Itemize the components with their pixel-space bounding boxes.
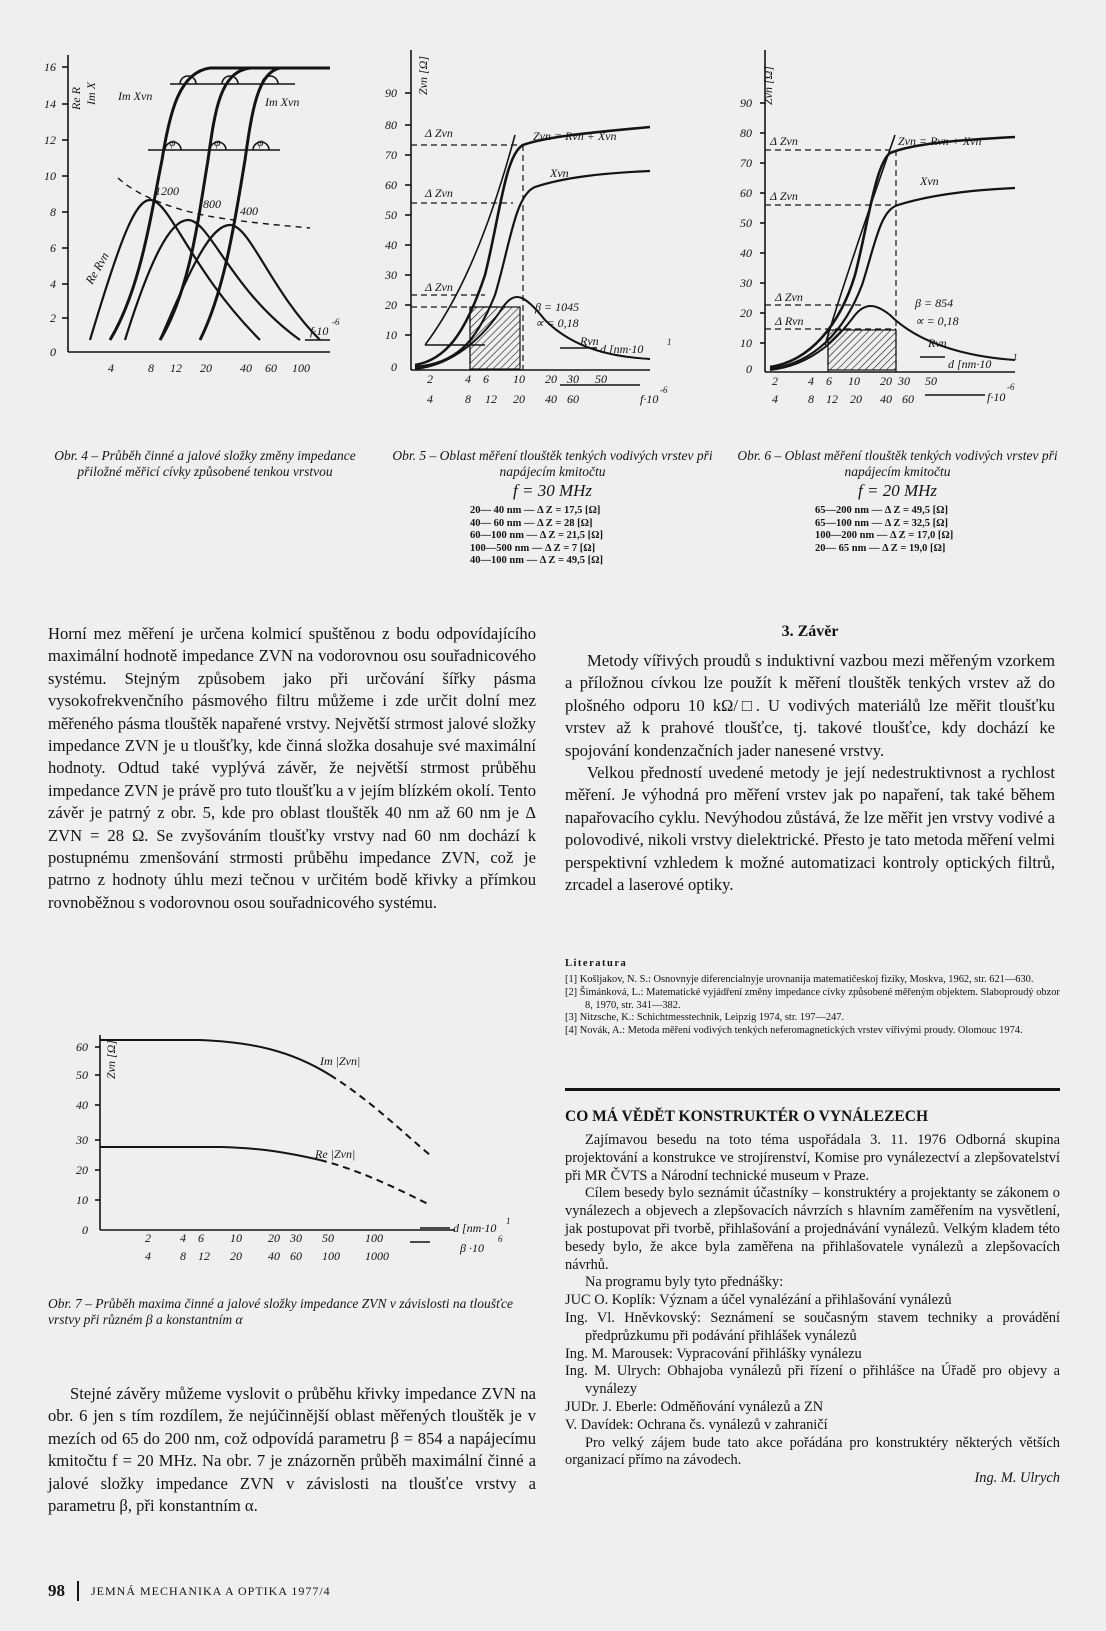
footer-divider xyxy=(77,1581,79,1601)
figure-4-caption: Obr. 4 – Průběh činné a jalové složky změny impedance přiložné měřicí cívky způsobené tenkou vrstvou xyxy=(54,448,356,479)
fig7-xtick-d: 50 xyxy=(322,1231,334,1245)
fig6-label-dexp: 1 xyxy=(1013,352,1018,362)
fig6-ytick: 40 xyxy=(740,246,752,260)
fig4-xtick: 20 xyxy=(200,361,212,375)
figure-5-table xyxy=(470,505,603,568)
table-row: 20— 65 nm — Δ Z = 19,0 [Ω] xyxy=(815,542,946,554)
fig6-ytick: 70 xyxy=(740,156,752,170)
fig4-xtick: 60 xyxy=(265,361,277,375)
figure-6-frequency: f = 20 MHz xyxy=(858,481,937,500)
divider xyxy=(565,1088,1060,1091)
fig4-ytick: 4 xyxy=(50,277,56,291)
fig4-label-fexp: -6 xyxy=(332,317,340,327)
table-row: 65—100 nm — Δ Z = 32,5 [Ω] xyxy=(815,517,948,529)
list-item: [3] Nitzsche, K.: Schichtmesstechnik, Leipzig 1974, str. 197—247. xyxy=(565,1012,845,1024)
list-item: JUC O. Koplík: Význam a účel vynalézání a přihlašování vynálezů xyxy=(565,1292,952,1309)
list-item: V. Davídek: Ochrana čs. vynálezů v zahraničí xyxy=(565,1416,828,1433)
fig4-label-imxvn: Im Xvn xyxy=(118,89,153,103)
fig6-xtick-d: 10 xyxy=(848,374,860,388)
fig4-ytick: 0 xyxy=(50,345,56,359)
fig7-xtick-d: 30 xyxy=(290,1231,302,1245)
figure-5 xyxy=(385,45,675,415)
fig5-yaxis-label: Zvn [Ω] xyxy=(416,55,430,95)
news-text xyxy=(565,1132,1060,1488)
table-row: 20— 40 nm — Δ Z = 17,5 [Ω] xyxy=(470,505,601,516)
list-item: [2] Šimánková, L.: Matematické vyjádření změny impedance cívky způsobené měřeným objektem. Slaboproudý obzor 8, 1970, str. 341—382. xyxy=(565,986,1060,1011)
fig5-label-dz: Δ Zvn xyxy=(425,280,453,294)
fig6-ytick: 50 xyxy=(740,216,752,230)
fig6-label-zeq: Zvn = Rvn + Xvn xyxy=(898,134,982,148)
figure-7-caption: Obr. 7 – Průběh maxima činné a jalové složky impedance ZVN v závislosti na tloušťce vrstvy při různém β a konstantním α xyxy=(48,1296,513,1327)
fig5-xtick-f: 12 xyxy=(485,392,497,406)
fig6-label-x: Xvn xyxy=(920,174,939,188)
fig5-xtick-f: 20 xyxy=(513,392,525,406)
fig6-label-dr: Δ Rvn xyxy=(775,314,804,328)
figure-6-table xyxy=(815,505,953,555)
fig4-label-1200: 1200 xyxy=(155,184,179,198)
fig5-xtick-d: 6 xyxy=(483,372,489,386)
paragraph: Metody vířivých proudů s induktivní vazbou mezi měřeným vzorkem a příložnou cívkou lze použít k měření tlouštěk tenkých vrstev až do plošného odporu 10 kΩ/□. U vodivých materiálů lze měřit tloušťku vrstev až k prahové tloušťce, tj. takové tloušťce, kdy dochází ke spojování kondenzačních jader nanesené vrstvy. xyxy=(565,651,1055,760)
fig4-ytick: 14 xyxy=(44,97,56,111)
fig5-xtick-f: 8 xyxy=(465,392,471,406)
fig6-xtick-d: 30 xyxy=(898,374,910,388)
fig5-label-x: Xvn xyxy=(550,166,569,180)
fig6-label-dz: Δ Zvn xyxy=(770,134,798,148)
figure-6 xyxy=(730,45,1050,415)
fig7-label-re: Re |Zvn| xyxy=(315,1147,356,1161)
fig7-ytick: 0 xyxy=(82,1223,88,1237)
conclusion-heading: 3. Závěr xyxy=(781,623,839,640)
fig4-label-rervn: Re Rvn xyxy=(82,249,112,287)
fig4-xtick: 12 xyxy=(170,361,182,375)
fig6-xtick-d: 6 xyxy=(826,374,832,388)
page-number: 98 xyxy=(48,1581,65,1600)
fig6-xtick-f: 20 xyxy=(850,392,862,406)
fig4-ytick: 10 xyxy=(44,169,56,183)
fig5-xtick-d: 20 xyxy=(545,372,557,386)
fig7-xtick-d: 6 xyxy=(198,1231,204,1245)
footer xyxy=(48,1581,331,1601)
fig6-xtick-d: 20 xyxy=(880,374,892,388)
fig4-xtick: 100 xyxy=(292,361,310,375)
left-column-text xyxy=(48,623,536,914)
fig6-xtick-f: 40 xyxy=(880,392,892,406)
paragraph: Cílem besedy bylo seznámit účastníky – konstruktéry a projektanty se zákonem o vynálezech a objevech a zlepšovacích návrzích s hlavním zaměřením na vysvětlení, jak postupovat při tvorbě, přihlašování a projednávání vynálezů. Velkým kladem této besedy bylo, že akce byla zaměřena na přihlašovatele vynálezů a zlepšovacích návrhů. xyxy=(565,1185,1060,1273)
fig6-ytick: 20 xyxy=(740,306,752,320)
table-row: 65—200 nm — Δ Z = 49,5 [Ω] xyxy=(815,505,948,516)
table-row: 60—100 nm — Δ Z = 21,5 [Ω] xyxy=(470,530,603,541)
fig4-label-phi: φ xyxy=(169,135,176,149)
fig5-ytick: 70 xyxy=(385,148,397,162)
fig7-label-dexp: 1 xyxy=(506,1216,511,1226)
fig7-xtick-b: 100 xyxy=(322,1249,340,1263)
fig7-xtick-d: 10 xyxy=(230,1231,242,1245)
fig5-label-zeq: Zvn = Rvn + Xvn xyxy=(533,129,617,143)
fig6-yaxis-label: Zvn [Ω] xyxy=(761,65,775,105)
fig4-ytick: 6 xyxy=(50,241,56,255)
fig4-ytick: 16 xyxy=(44,60,56,74)
fig7-xtick-b: 8 xyxy=(180,1249,186,1263)
fig5-label-d: d [nm·10 xyxy=(600,342,644,356)
fig5-ytick: 10 xyxy=(385,328,397,342)
list-item: Ing. Vl. Hněvkovský: Seznámení se současným stavem techniky a provádění předprůzkumu při podávání přihlášek vynálezů xyxy=(565,1309,1060,1344)
fig5-label-beta: β = 1045 xyxy=(535,300,580,314)
fig6-xtick-f: 8 xyxy=(808,392,814,406)
fig7-xtick-b: 1000 xyxy=(365,1249,389,1263)
fig6-label-beta: β = 854 xyxy=(915,296,954,310)
fig6-label-f: f·10 xyxy=(987,390,1006,404)
fig5-ytick: 90 xyxy=(385,86,397,100)
fig7-yaxis-label: Zvn [Ω] xyxy=(104,1040,118,1080)
fig6-ytick: 10 xyxy=(740,336,752,350)
fig5-xtick-f: 40 xyxy=(545,392,557,406)
paragraph: Na programu byly tyto přednášky: xyxy=(585,1274,784,1291)
list-item: JUDr. J. Eberle: Odměňování vynálezů a ZN xyxy=(565,1398,824,1415)
fig6-ytick: 30 xyxy=(740,276,752,290)
fig6-label-dz: Δ Zvn xyxy=(770,189,798,203)
fig6-xtick-d: 2 xyxy=(772,374,778,388)
fig4-xtick: 8 xyxy=(148,361,154,375)
fig5-ytick: 60 xyxy=(385,178,397,192)
fig7-label-bexp: 6 xyxy=(498,1234,503,1244)
fig4-label-imxvn: Im Xvn xyxy=(265,95,300,109)
fig7-xtick-b: 20 xyxy=(230,1249,242,1263)
fig4-label-re: Re R xyxy=(69,87,83,110)
figure-6-caption xyxy=(730,448,1065,502)
fig4-xtick: 4 xyxy=(108,361,114,375)
fig4-ytick: 12 xyxy=(44,133,56,147)
fig7-xtick-d: 20 xyxy=(268,1231,280,1245)
signature: Ing. M. Ulrych xyxy=(974,1470,1060,1487)
fig5-ytick: 50 xyxy=(385,208,397,222)
fig7-xtick-d: 100 xyxy=(365,1231,383,1245)
fig6-ytick: 80 xyxy=(740,126,752,140)
figure-5-frequency: f = 30 MHz xyxy=(513,481,592,500)
fig7-xtick-b: 60 xyxy=(290,1249,302,1263)
fig5-xtick-d: 30 xyxy=(567,372,579,386)
fig7-ytick: 40 xyxy=(76,1098,88,1112)
fig5-xtick-f: 4 xyxy=(427,392,433,406)
fig5-xtick-d: 2 xyxy=(427,372,433,386)
paragraph: Horní mez měření je určena kolmicí spuštěnou z bodu odpovídajícího maximální hodnotě impedance ZVN na vodorovnou osu souřadnicového systému. Stejným způsobem jako při určování šířky pásma vysokofrekvenčního pásmového filtru můžeme i zde určit dolní mez měřeného pásma tlouštěk napařené vrstvy. Největší strmost jalové složky impedance ZVN je u tloušťky, kde činná složka dosahuje své maximální hodnoty. Odtud také vyplývá závěr, že největší strmost průběhu impedance ZVN je právě pro tuto tloušťku a v jejím blízkém okolí. Tento závěr je patrný z obr. 5, kde pro oblast tlouštěk 40 nm až 60 nm je Δ ZVN = 28 Ω. Se zvyšováním tloušťky vrstvy nad 60 nm dochází k postupnému zmenšování strmosti průběhu impedance ZVN, což je patrno z hodnoty úhlu mezi tečnou v určitém bodě křivky a přímkou rovnoběžnou s vodorovnou osou souřadnicového systému. xyxy=(48,624,536,912)
fig5-label-alpha: ∝ = 0,18 xyxy=(535,316,579,330)
fig4-label-800: 800 xyxy=(203,197,221,211)
fig5-label-fexp: -6 xyxy=(660,385,668,395)
list-item: Ing. M. Marousek: Vypracování přihlášky vynálezu xyxy=(565,1345,862,1362)
fig6-label-alpha: ∝ = 0,18 xyxy=(915,314,959,328)
fig6-label-fexp: -6 xyxy=(1007,382,1015,392)
fig5-label-f: f·10 xyxy=(640,392,659,406)
fig5-xtick-d: 4 xyxy=(465,372,471,386)
fig5-ytick: 30 xyxy=(385,268,397,282)
fig6-ytick: 0 xyxy=(746,362,752,376)
figure-6-caption-text: Obr. 6 – Oblast měření tlouštěk tenkých vodivých vrstev při napájecím kmitočtu xyxy=(737,448,1058,479)
fig5-ytick: 20 xyxy=(385,298,397,312)
paragraph: Pro velký zájem bude tato akce pořádána pro konstruktéry některých větších organizací přímo na závodech. xyxy=(565,1434,1060,1469)
fig6-xtick-f: 60 xyxy=(902,392,914,406)
fig7-xtick-b: 40 xyxy=(268,1249,280,1263)
table-row: 40—100 nm — Δ Z = 49,5 [Ω] xyxy=(470,555,603,566)
fig5-xtick-f: 60 xyxy=(567,392,579,406)
list-item: Ing. M. Ulrych: Obhajoba vynálezů při řízení o přihlášce na Úřadě pro objevy a vynálezy xyxy=(565,1363,1060,1398)
figure-4 xyxy=(40,40,340,380)
fig6-ytick: 60 xyxy=(740,186,752,200)
fig6-ytick: 90 xyxy=(740,96,752,110)
table-row: 100—200 nm — Δ Z = 17,0 [Ω] xyxy=(815,530,954,541)
literature-heading: Literatura xyxy=(565,958,628,969)
fig6-xtick-f: 4 xyxy=(772,392,778,406)
fig6-xtick-d: 50 xyxy=(925,374,937,388)
list-item: [4] Novák, A.: Metoda měření vodivých tenkých neferomagnetických vrstev vířivými proudy. Olomouc 1974. xyxy=(565,1025,1023,1037)
fig4-xtick: 40 xyxy=(240,361,252,375)
fig7-label-b: β ·10 xyxy=(460,1241,484,1255)
fig7-label-d: d [nm·10 xyxy=(453,1221,497,1235)
fig5-xtick-d: 50 xyxy=(595,372,607,386)
table-row: 40— 60 nm — Δ Z = 28 [Ω] xyxy=(470,517,593,529)
fig7-ytick: 50 xyxy=(76,1068,88,1082)
fig6-xtick-f: 12 xyxy=(826,392,838,406)
paragraph: Stejné závěry můžeme vyslovit o průběhu křivky impedance ZVN na obr. 6 jen s tím rozdílem, že nejúčinnější oblast měřených tlouštěk je v mezích od 65 do 200 nm, což odpovídá parametru β = 854 a napájecímu kmitočtu f = 20 MHz. Na obr. 7 je znázorněn průběh maximální činné a jalové složky impedance ZVN v závislosti na tloušťce vrstvy a parametru β, při konstantním α. xyxy=(48,1384,536,1516)
fig6-label-r: Rvn xyxy=(928,336,947,350)
fig7-ytick: 20 xyxy=(76,1163,88,1177)
fig4-label-phi: φ xyxy=(214,135,221,149)
conclusion-text xyxy=(565,650,1055,896)
figure-7 xyxy=(70,1030,515,1263)
left-column-text-2 xyxy=(48,1383,536,1517)
fig5-ytick: 80 xyxy=(385,118,397,132)
fig5-label-dexp: 1 xyxy=(667,337,672,347)
figure-5-caption xyxy=(390,448,715,502)
fig7-label-im: Im |Zvn| xyxy=(320,1054,361,1068)
fig4-label-f: f·10 xyxy=(310,324,329,338)
fig4-ytick: 2 xyxy=(50,311,56,325)
fig6-xtick-d: 4 xyxy=(808,374,814,388)
literature-list xyxy=(565,974,1060,1038)
fig7-ytick: 30 xyxy=(76,1133,88,1147)
fig4-label-400: 400 xyxy=(240,204,258,218)
fig7-xtick-b: 12 xyxy=(198,1249,210,1263)
fig6-label-d: d [nm·10 xyxy=(948,357,992,371)
list-item: [1] Košljakov, N. S.: Osnovnyje diferencialnyje urovnanija matematičeskoj fiziky, Moskva, 1962, str. 621—630. xyxy=(565,974,1034,985)
paragraph: Zajímavou besedu na toto téma uspořádala 3. 11. 1976 Odborná skupina projektování a konstrukce ve strojírenství, Komise pro vynálezectví a zlepšovatelství při MR ČVTS a Národní technické museum v Praze. xyxy=(565,1132,1060,1184)
paragraph: Velkou předností uvedené metody je její nedestruktivnost a rychlost měření. Je výhodná pro měření vrstev jak po napaření, tak také během napařovacího cyklu. Nevýhodou zůstává, že lze měřit jen vrstvy vodivé a polovodivé, nikoli vrstvy dielektrické. Přesto je tato metoda měření velmi perspektivní vzhledem k možné automatizaci kontroly optických filtrů, zrcadel a laserové optiky. xyxy=(565,763,1055,895)
fig4-ytick: 8 xyxy=(50,205,56,219)
fig4-label-phi: φ xyxy=(257,135,264,149)
news-heading: CO MÁ VĚDĚT KONSTRUKTÉR O VYNÁLEZECH xyxy=(565,1108,929,1125)
figure-5-caption-text: Obr. 5 – Oblast měření tlouštěk tenkých vodivých vrstev při napájecím kmitočtu xyxy=(392,448,713,479)
fig6-label-dz: Δ Zvn xyxy=(775,290,803,304)
fig7-xtick-d: 2 xyxy=(145,1231,151,1245)
fig7-xtick-d: 4 xyxy=(180,1231,186,1245)
fig4-label-im: Im X xyxy=(84,82,98,105)
fig5-label-dz: Δ Zvn xyxy=(425,126,453,140)
fig5-label-dz: Δ Zvn xyxy=(425,186,453,200)
fig5-label-r: Rvn xyxy=(580,334,599,348)
fig7-xtick-b: 4 xyxy=(145,1249,151,1263)
fig5-xtick-d: 10 xyxy=(513,372,525,386)
fig7-ytick: 10 xyxy=(76,1193,88,1207)
table-row: 100—500 nm — Δ Z = 7 [Ω] xyxy=(470,542,596,554)
fig5-ytick: 40 xyxy=(385,238,397,252)
fig5-ytick: 0 xyxy=(391,360,397,374)
fig7-ytick: 60 xyxy=(76,1040,88,1054)
journal-name: JEMNÁ MECHANIKA A OPTIKA 1977/4 xyxy=(91,1583,331,1598)
